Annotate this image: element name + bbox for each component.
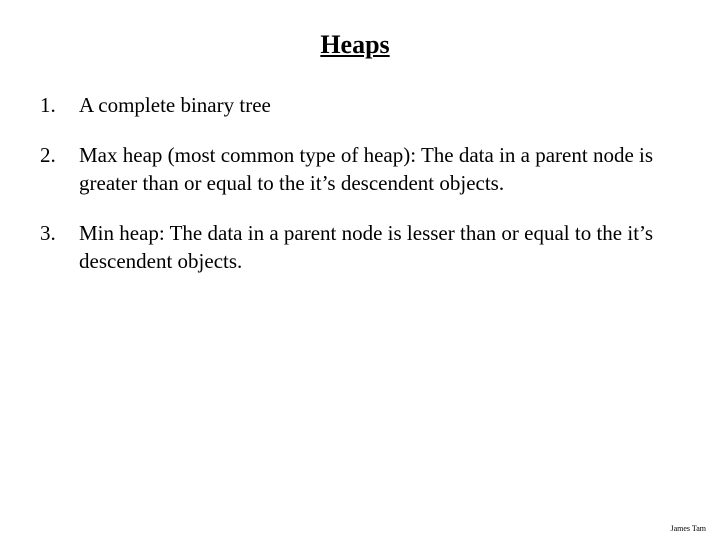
author-footer: James Tam (670, 524, 706, 533)
list-item-text: A complete binary tree (79, 93, 271, 117)
list-item-text: Min heap: The data in a parent node is lesser than or equal to the it’s descendent objects. (79, 221, 654, 273)
slide-title: Heaps (320, 30, 390, 59)
list-item-number: 2. (40, 143, 56, 167)
list-item-text: Max heap (most common type of heap): The data in a parent node is greater than or equal to the it’s descendent objects. (79, 143, 654, 195)
list-item (40, 141, 680, 197)
bullet-list (40, 91, 680, 297)
list-item-number: 3. (40, 221, 56, 245)
list-item (40, 219, 680, 275)
list-item-number: 1. (40, 93, 56, 117)
list-item (40, 91, 680, 119)
